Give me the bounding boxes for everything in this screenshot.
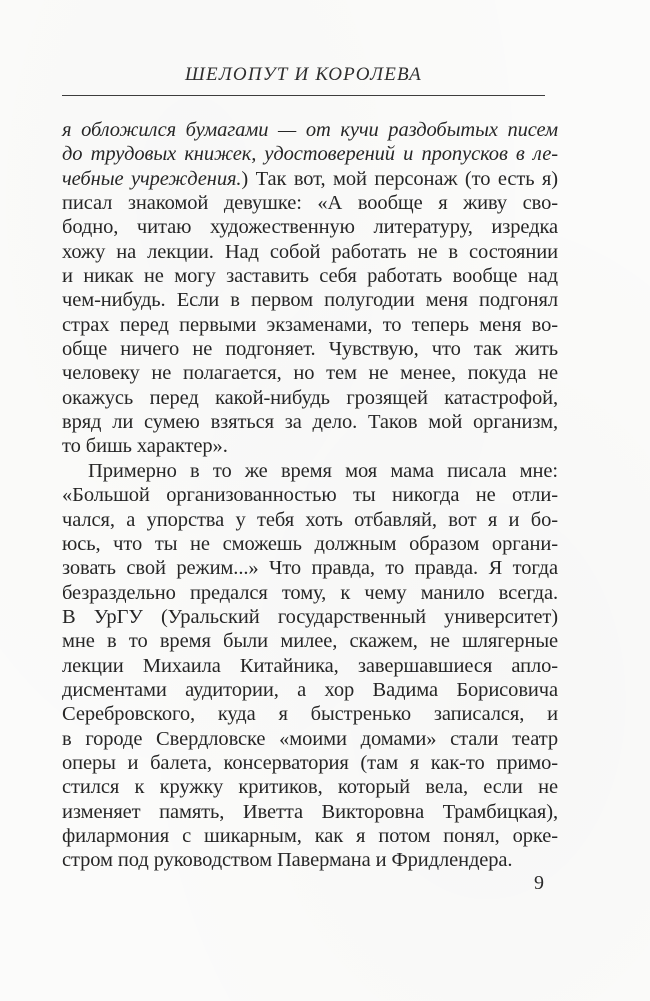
text-line <box>62 215 558 239</box>
text-segment: писал знакомой девушке: «А вообще я живу сво- <box>62 192 558 215</box>
text-line <box>62 459 558 483</box>
text-line <box>62 605 558 629</box>
text-line <box>62 654 558 678</box>
page-number: 9 <box>534 872 544 894</box>
text-segment: обще ничего не подгоняет. Чувствую, что так жить <box>62 338 558 361</box>
text-segment: стром под руководством Павермана и Фридлендера. <box>62 849 513 872</box>
text-segment: хожу на лекции. Над собой работать не в состоянии <box>62 240 558 263</box>
text-line <box>62 483 558 507</box>
text-line <box>62 678 558 702</box>
running-header <box>62 64 545 96</box>
text-segment: Примерно в то же время моя мама писала мне: <box>88 459 558 482</box>
text-segment: вряд ли сумею взяться за дело. Таков мой организм, <box>62 411 558 434</box>
page-title: ШЕЛОПУТ И КОРОЛЕВА <box>185 64 422 85</box>
text-segment: безраздельно предался тому, к чему манило всегда. <box>62 581 558 604</box>
text-segment: дисментами аудитории, а хор Вадима Борисовича <box>62 678 558 701</box>
text-segment: «Большой организованностью ты никогда не отли- <box>62 484 558 507</box>
text-line <box>62 629 558 653</box>
text-segment: страх перед первыми экзаменами, то теперь меня во- <box>62 313 558 336</box>
text-line <box>62 848 558 872</box>
text-segment: филармония с шикарным, как я потом понял, орке- <box>62 824 558 847</box>
text-line <box>62 361 558 385</box>
text-line <box>62 556 558 580</box>
text-segment: и никак не могу заставить себя работать вообще над <box>62 265 558 288</box>
text-line <box>62 167 558 191</box>
text-segment: зовать свой режим...» Что правда, то правда. Я тогда <box>62 557 558 580</box>
body-text <box>62 118 558 873</box>
text-segment: человеку не полагается, но тем не менее, покуда не <box>62 362 558 385</box>
text-line <box>62 532 558 556</box>
text-segment: юсь, что ты не сможешь должным образом органи- <box>62 532 558 555</box>
italic-text-segment: я обложился бумагами — от кучи раздобытых писем <box>62 119 558 141</box>
text-segment: чем-нибудь. Если в первом полугодии меня подгонял <box>62 289 558 312</box>
text-line <box>62 264 558 288</box>
text-segment: изменяет память, Иветта Викторовна Трамбицкая), <box>62 800 558 823</box>
text-line <box>62 410 558 434</box>
text-line <box>62 508 558 532</box>
italic-text-segment: чебные учреждения. <box>62 167 242 190</box>
text-line <box>62 288 558 312</box>
text-segment: Серебровского, куда я быстренько записался, и <box>62 703 558 726</box>
text-segment: ) Так вот, мой персонаж (то есть я) <box>241 167 558 190</box>
text-line <box>62 702 558 726</box>
text-line <box>62 386 558 410</box>
text-line <box>62 727 558 751</box>
text-segment: окажусь перед какой-нибудь грозящей катастрофой, <box>62 386 558 409</box>
text-segment: В УрГУ (Уральский государственный университет) <box>62 605 558 628</box>
text-line <box>62 240 558 264</box>
text-line <box>62 581 558 605</box>
text-line <box>62 751 558 775</box>
text-segment: то бишь характер». <box>62 435 228 458</box>
text-line <box>62 434 558 458</box>
text-segment: чался, а упорства у тебя хоть отбавляй, вот я и бо- <box>62 508 558 531</box>
text-line <box>62 800 558 824</box>
text-segment: бодно, читаю художественную литературу, изредка <box>62 216 558 239</box>
text-line <box>62 118 558 142</box>
text-line <box>62 191 558 215</box>
text-line <box>62 142 558 166</box>
text-segment: оперы и балета, консерватория (там я как-то примо- <box>62 751 558 774</box>
text-segment: мне в то время были милее, скажем, не шлягерные <box>62 630 558 653</box>
text-segment: стился к кружку критиков, который вела, если не <box>62 776 558 799</box>
text-line <box>62 337 558 361</box>
text-segment: лекции Михаила Китайника, завершавшиеся апло- <box>62 654 558 677</box>
text-segment: в городе Свердловске «моими домами» стали театр <box>62 727 558 750</box>
text-line <box>62 313 558 337</box>
text-line <box>62 775 558 799</box>
italic-text-segment: до трудовых книжек, удостоверений и пропусков в ле- <box>62 143 558 166</box>
text-line <box>62 824 558 848</box>
